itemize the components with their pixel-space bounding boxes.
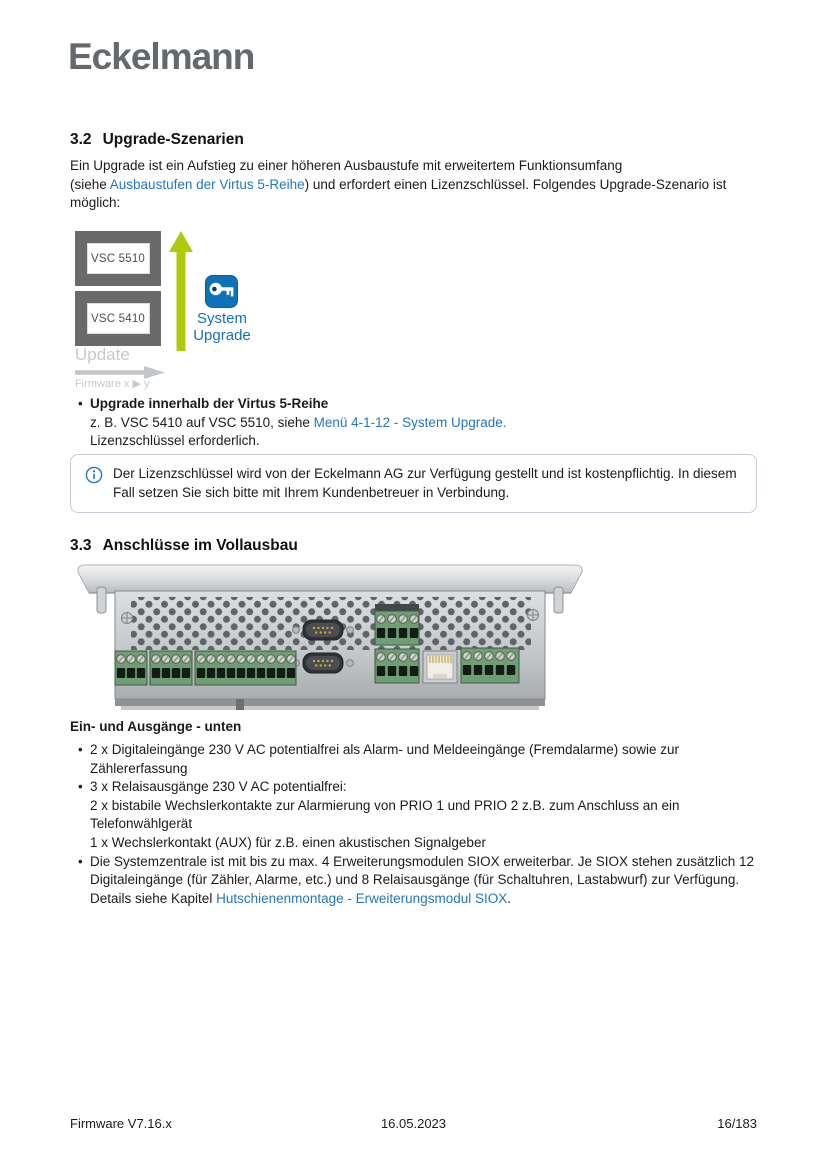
io-bullet-list [70, 741, 770, 908]
upgrade-bullet-item [70, 395, 770, 451]
intro-line2-pre: (siehe [70, 176, 110, 192]
section-title: Upgrade-Szenarien [102, 131, 244, 148]
terminal-block-4pole-top-right [375, 611, 419, 645]
intro-line1: Ein Upgrade ist ein Aufstieg zu einer höheren Ausbaustufe mit erweitertem Funktionsumfang [70, 158, 623, 173]
terminal-block-5pole [461, 648, 519, 683]
io-bullet-2 [90, 778, 762, 852]
link-menu-4-1-12[interactable]: Menü 4-1-12 - System Upgrade. [313, 414, 507, 430]
system-upgrade-line1: System [196, 310, 247, 327]
list-item [70, 741, 770, 778]
intro-line3: möglich: [70, 195, 121, 211]
section-number: 3.2 [70, 131, 92, 148]
io-bullet-1: 2 x Digitaleingänge 230 V AC potentialfrei als Alarm- und Meldeeingänge (Fremdalarme) sowie zur Zählererfassung [90, 742, 680, 776]
rear-panel-image [75, 563, 585, 712]
update-label: Update [75, 345, 130, 364]
footer-date: 16.05.2023 [380, 1116, 447, 1131]
vsc-5410-box [75, 291, 161, 346]
info-note-text: Der Lizenzschlüssel wird von der Eckelmann AG zur Verfügung gestellt und ist kostenpflichtig. In diesem Fall setzen Sie sich bitte mit Ihrem Kundenbetreuer in Verbindung. [113, 466, 737, 500]
link-ausbaustufen[interactable]: Ausbaustufen der Virtus 5-Reihe [109, 176, 305, 192]
firmware-xy-label: Firmware x ▶ y [75, 378, 150, 390]
vsc-5510-label: VSC 5510 [87, 243, 150, 274]
upgrade-bullet-text [90, 395, 506, 451]
panel-screw-left [122, 613, 133, 624]
bullet-marker: • [78, 779, 83, 795]
terminal-block-3pole [115, 651, 147, 685]
footer-page-number: 16/183 [717, 1116, 757, 1131]
key-icon [205, 275, 238, 308]
bullet-marker: • [78, 742, 83, 757]
upgrade-bullet-title: Upgrade innerhalb der Virtus 5-Reihe [90, 396, 329, 411]
bullet-marker: • [78, 853, 83, 869]
section-heading-connections [70, 537, 298, 555]
section-number: 3.3 [70, 537, 92, 554]
hinge-pin-left [97, 587, 106, 613]
link-hutschienenmontage-siox[interactable]: Hutschienenmontage - Erweiterungsmodul SIOX [216, 890, 508, 906]
vsc-5510-box [75, 231, 161, 286]
hinge-pin-right [554, 587, 563, 613]
terminal-block-10pole [195, 651, 296, 685]
upgrade-intro-paragraph [70, 157, 770, 213]
io-subheading: Ein- und Ausgänge - unten [70, 719, 242, 734]
io-bullet-3 [90, 853, 762, 909]
eckelmann-logo: Eckelmann [68, 36, 255, 77]
footer-firmware-version: Firmware V7.16.x [70, 1116, 172, 1131]
io-bullet-2-line1: 3 x Relaisausgänge 230 V AC potentialfrei: [90, 779, 347, 795]
bullet-marker: • [78, 396, 83, 411]
info-icon [85, 466, 103, 484]
info-note-box [70, 454, 757, 513]
io-bullet-3-line1: Die Systemzentrale ist mit bis zu max. 4 Erweiterungsmodulen SIOX erweiterbar. Je SIOX stehen zusätzlich 12 Digitaleingänge (für Zähler, Alarme, etc.) und 8 Relaisausgänge (für Schaltuhren, Lastabwurf) zur Verfügung. [90, 853, 755, 888]
bezel-plate [78, 565, 582, 593]
terminal-block-4pole-left [150, 651, 192, 685]
panel-screw-right [528, 610, 539, 621]
upgrade-bullet-line2-pre: z. B. VSC 5410 auf VSC 5510, siehe [90, 414, 314, 430]
intro-line2-post: ) und erfordert einen Lizenzschlüssel. Folgendes Upgrade-Szenario ist [304, 176, 727, 192]
system-upgrade-label [182, 311, 262, 344]
io-bullet-2-line2: 2 x bistabile Wechslerkontakte zur Alarmierung von PRIO 1 und PRIO 2 z.B. zum Anschluss an ein Telefonwählgerät [90, 797, 680, 832]
system-upgrade-line2: Upgrade [193, 326, 251, 344]
terminal-block-4pole-bottom-right [375, 649, 419, 683]
bottom-screw [236, 699, 244, 710]
io-bullet-3-line2-suffix: . [507, 890, 511, 906]
list-item [70, 853, 770, 909]
section-heading-upgrade [70, 131, 244, 149]
vsc-5410-label: VSC 5410 [87, 303, 150, 334]
upgrade-diagram [75, 231, 355, 393]
io-bullet-3-line2-pre: Details siehe Kapitel [90, 890, 217, 906]
upgrade-bullet-line3: Lizenzschlüssel erforderlich. [90, 433, 260, 449]
section-title: Anschlüsse im Vollausbau [102, 537, 298, 554]
rj45-port [423, 651, 457, 683]
list-item [70, 778, 770, 852]
io-bullet-2-line3: 1 x Wechslerkontakt (AUX) für z.B. einen akustischen Signalgeber [90, 834, 486, 850]
panel-bottom-shadow [115, 699, 545, 706]
